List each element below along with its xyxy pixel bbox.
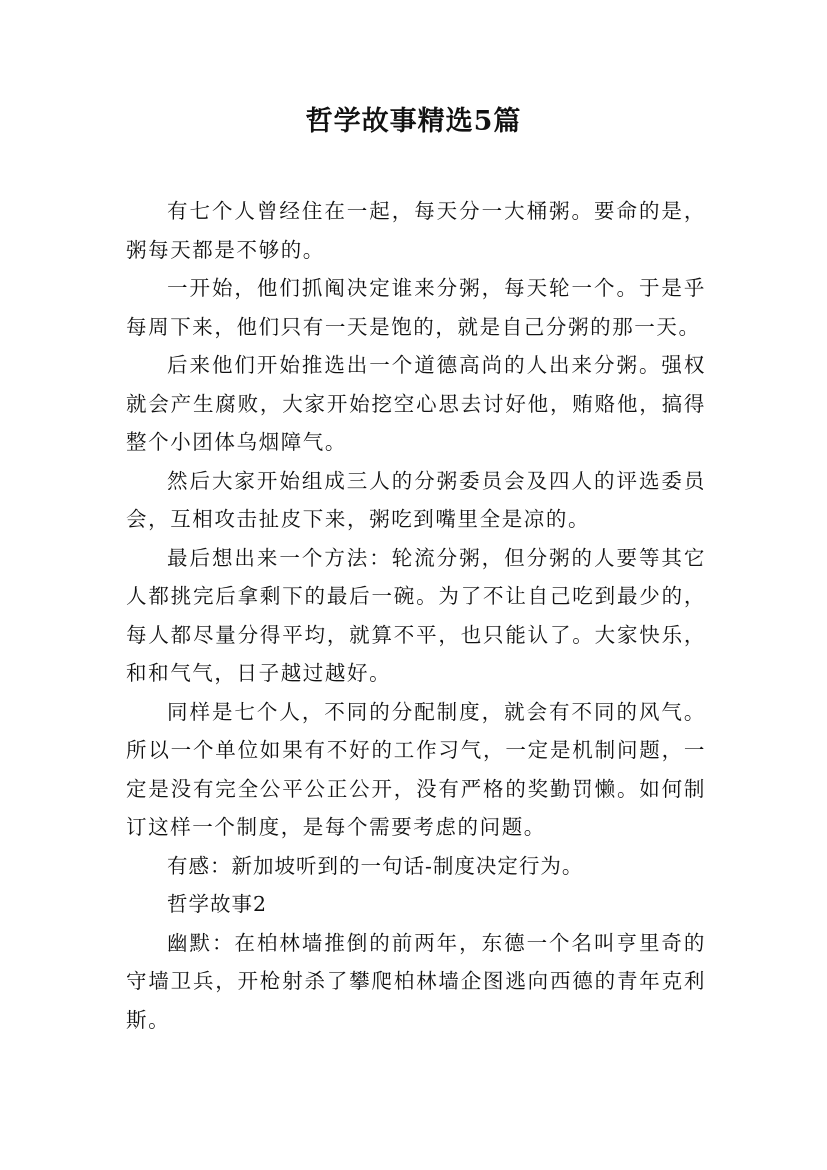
section-heading-story-2: 哲学故事2 — [167, 892, 268, 916]
document-title: 哲学故事精选5篇 — [305, 106, 522, 137]
paragraph-1: 有七个人曾经住在一起，每天分一大桶粥。要命的是，粥每天都是不够的。 — [126, 199, 706, 262]
paragraph-3: 后来他们开始推选出一个道德高尚的人出来分粥。强权就会产生腐败，大家开始挖空心思去讨好他，贿赂他，搞得整个小团体乌烟障气。 — [126, 353, 706, 454]
paragraph-7: 有感：新加坡听到的一句话-制度决定行为。 — [167, 853, 584, 878]
paragraph-5: 最后想出来一个方法：轮流分粥，但分粥的人要等其它人都挑完后拿剩下的最后一碗。为了不让自己吃到最少的，每人都尽量分得平均，就算不平，也只能认了。大家快乐，和和气气，日子越过越好。 — [126, 545, 706, 685]
paragraph-2: 一开始，他们抓阄决定谁来分粥，每天轮一个。于是乎每周下来，他们只有一天是饱的，就是自己分粥的那一天。 — [126, 276, 706, 339]
document-body — [126, 192, 706, 1039]
paragraph-6: 同样是七个人，不同的分配制度，就会有不同的风气。所以一个单位如果有不好的工作习气，一定是机制问题，一定是没有完全公平公正公开，没有严格的奖勤罚懒。如何制订这样一个制度，是每个需要考虑的问题。 — [126, 699, 706, 839]
paragraph-4: 然后大家开始组成三人的分粥委员会及四人的评选委员会，互相攻击扯皮下来，粥吃到嘴里全是凉的。 — [126, 468, 706, 531]
paragraph-8: 幽默：在柏林墙推倒的前两年，东德一个名叫亨里奇的守墙卫兵，开枪射杀了攀爬柏林墙企图逃向西德的青年克利斯。 — [126, 930, 706, 1032]
